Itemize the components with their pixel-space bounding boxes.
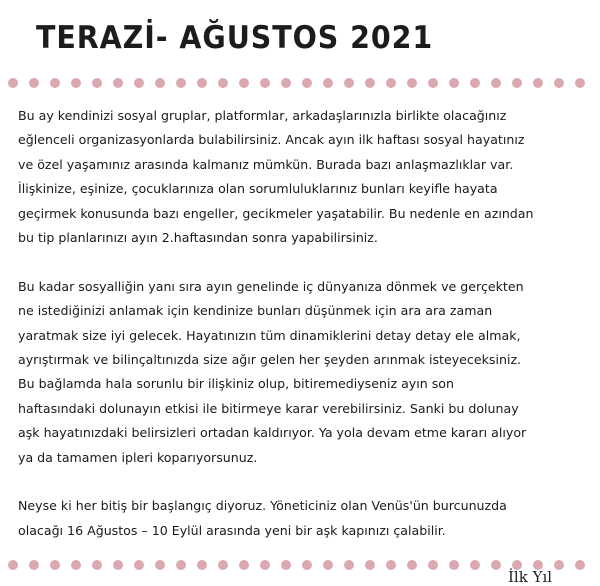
divider-dot <box>302 78 312 88</box>
divider-dot <box>386 560 396 570</box>
divider-dot <box>71 78 81 88</box>
divider-dot <box>218 78 228 88</box>
divider-dot <box>176 78 186 88</box>
divider-dot <box>344 78 354 88</box>
divider-dot <box>71 560 81 570</box>
text-line: ayrıştırmak ve bilinçaltınızda size ağır gelen her şeyden arınmak isteyeceksiniz. <box>18 352 522 368</box>
text-line: bu tip planlarınızı ayın 2.haftasından sonra yapabilirsiniz. <box>18 230 378 246</box>
divider-dot <box>386 78 396 88</box>
text-line: ne istediğinizi anlamak için kendinize bunları düşünmek için ara ara zaman <box>18 303 493 319</box>
page-title: TERAZİ- AĞUSTOS 2021 <box>36 20 434 56</box>
text-line: olacağı 16 Ağustos – 10 Eylül arasında yeni bir aşk kapınızı çalabilir. <box>18 522 446 538</box>
divider-dot <box>8 78 18 88</box>
divider-dot <box>491 78 501 88</box>
divider-dot <box>92 560 102 570</box>
text-line: Neyse ki her bitiş bir başlangıç diyoruz. Yöneticiniz olan Venüs'ün burcunuzda <box>18 498 507 514</box>
divider-dot <box>428 78 438 88</box>
divider-dot <box>134 78 144 88</box>
divider-dot <box>449 78 459 88</box>
divider-dot <box>554 78 564 88</box>
divider-dot <box>575 78 585 88</box>
divider-dot <box>197 78 207 88</box>
divider-dot <box>344 560 354 570</box>
text-line: geçirmek konusunda bazı engeller, gecikmeler yaşatabilir. Bu nedenle en azından <box>18 205 534 221</box>
divider-dot <box>512 78 522 88</box>
text-line: İlişkinize, eşinize, çocuklarınıza olan sorumluluklarınız bunları keyifle hayata <box>18 181 498 197</box>
signature: İlk Yıl <box>508 568 553 586</box>
divider-dot <box>134 560 144 570</box>
divider-dot <box>554 560 564 570</box>
divider-dot <box>260 78 270 88</box>
divider-dot <box>575 560 585 570</box>
divider-dot <box>92 78 102 88</box>
divider-dot <box>239 78 249 88</box>
text-line: Bu kadar sosyalliğin yanı sıra ayın genelinde iç dünyanıza dönmek ve gerçekten <box>18 278 524 294</box>
dotted-divider-top <box>0 76 600 90</box>
divider-dot <box>470 78 480 88</box>
divider-dot <box>491 560 501 570</box>
divider-dot <box>323 560 333 570</box>
text-line: aşk hayatınızdaki belirsizleri ortadan kaldırıyor. Ya yola devam etme kararı alıyor <box>18 425 527 441</box>
text-line: ve özel yaşamınız arasında kalmanız mümkün. Burada bazı anlaşmazlıklar var. <box>18 156 514 172</box>
divider-dot <box>176 560 186 570</box>
divider-dot <box>533 78 543 88</box>
divider-dot <box>29 560 39 570</box>
divider-dot <box>449 560 459 570</box>
divider-dot <box>50 78 60 88</box>
divider-dot <box>365 78 375 88</box>
text-line: Bu ay kendinizi sosyal gruplar, platformlar, arkadaşlarınızla birlikte olacağınız <box>18 108 507 123</box>
divider-dot <box>323 78 333 88</box>
divider-dot <box>407 78 417 88</box>
divider-dot <box>365 560 375 570</box>
text-line: haftasındaki dolunayın etkisi ile bitirmeye karar verebilirsiniz. Sanki bu dolunay <box>18 400 519 416</box>
divider-dot <box>8 560 18 570</box>
divider-dot <box>113 78 123 88</box>
paragraph-2 <box>18 275 588 470</box>
divider-dot <box>239 560 249 570</box>
divider-dot <box>281 78 291 88</box>
divider-dot <box>113 560 123 570</box>
divider-dot <box>29 78 39 88</box>
text-line: yaratmak size iyi gelecek. Hayatınızın tüm dinamiklerini detay detay ele almak, <box>18 327 521 343</box>
divider-dot <box>407 560 417 570</box>
article-body <box>18 104 588 568</box>
divider-dot <box>155 78 165 88</box>
divider-dot <box>155 560 165 570</box>
text-line: ya da tamamen ipleri koparıyorsunuz. <box>18 449 258 465</box>
divider-dot <box>197 560 207 570</box>
divider-dot <box>260 560 270 570</box>
divider-dot <box>281 560 291 570</box>
text-line: Bu bağlamda hala sorunlu bir ilişkiniz olup, bitiremediyseniz ayın son <box>18 376 454 392</box>
paragraph-1 <box>18 104 588 250</box>
divider-dot <box>218 560 228 570</box>
text-line: eğlenceli organizasyonlarda bulabilirsiniz. Ancak ayın ilk haftası sosyal hayatınız <box>18 132 525 148</box>
divider-dot <box>302 560 312 570</box>
divider-dot <box>428 560 438 570</box>
divider-dot <box>470 560 480 570</box>
divider-dot <box>50 560 60 570</box>
paragraph-3 <box>18 494 588 543</box>
